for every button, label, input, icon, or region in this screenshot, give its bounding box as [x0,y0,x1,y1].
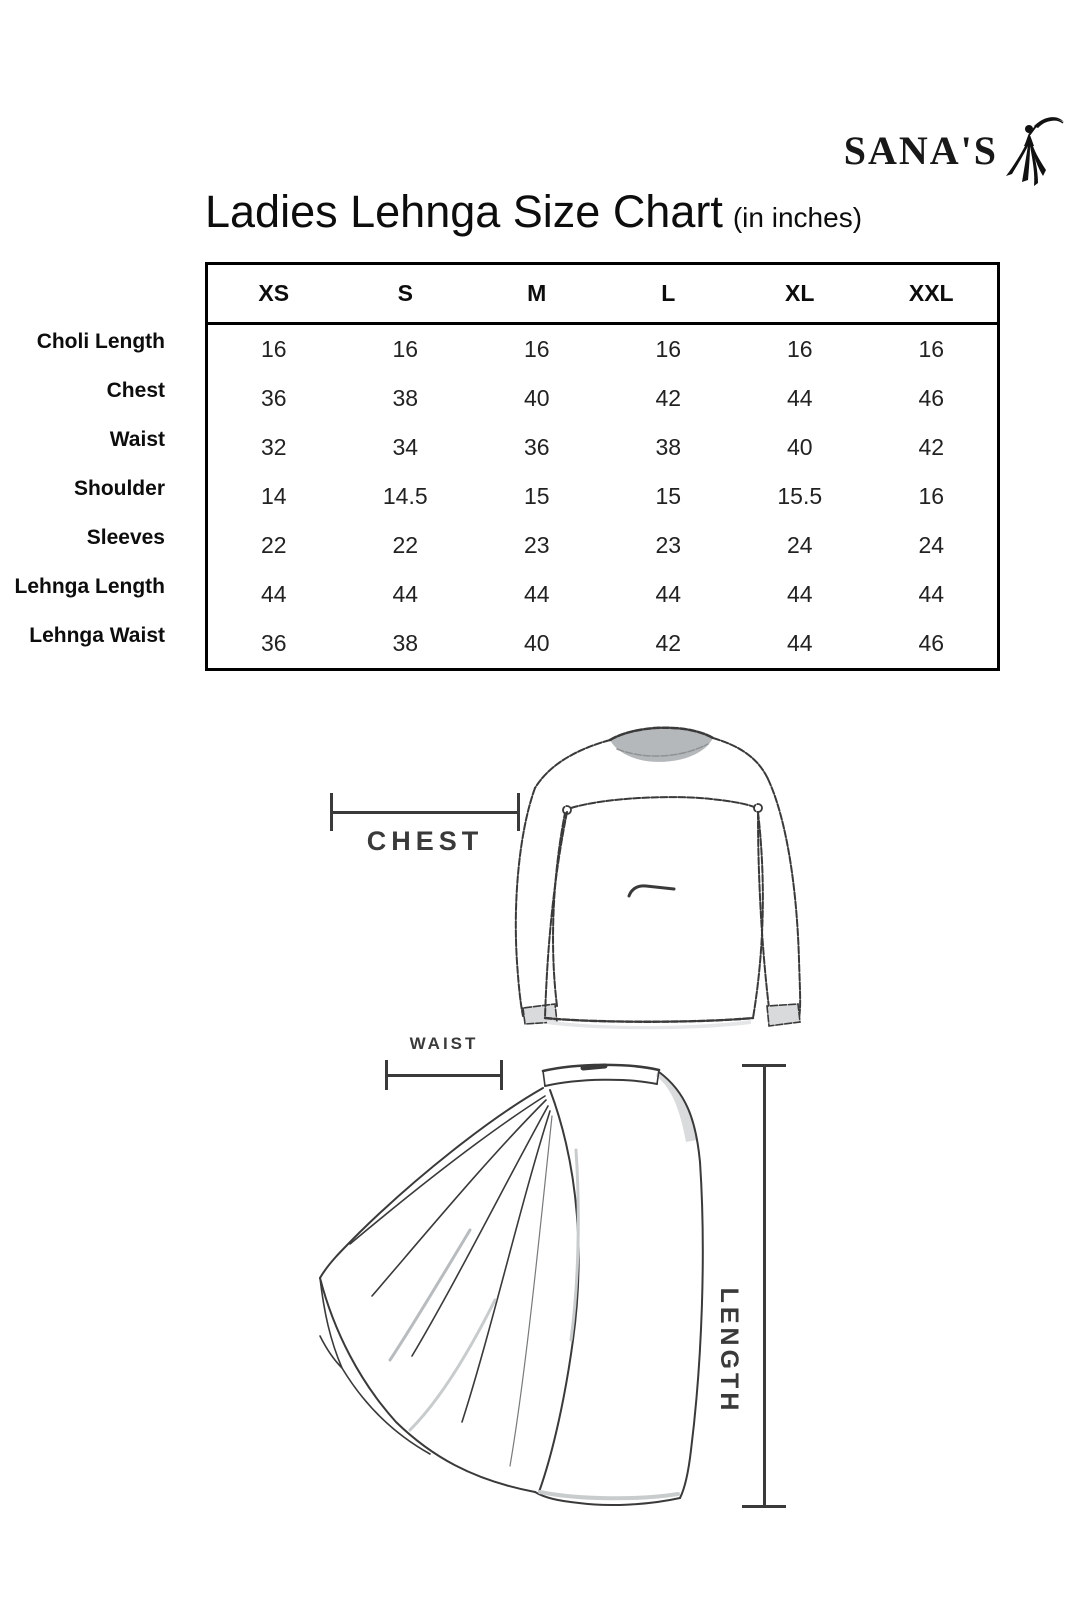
brand-name: SANA'S [843,128,998,173]
cell: 44 [523,581,550,607]
table-row-shoulder [208,472,997,521]
cell: 40 [523,630,550,656]
cell: 14 [260,483,287,509]
cell: 36 [523,434,550,460]
page-title-text: Ladies Lehnga Size Chart [205,186,723,237]
cell: 23 [523,532,550,558]
cell: 16 [786,336,813,362]
table-row-chest [208,374,997,423]
cell: 16 [260,336,287,362]
cell: 16 [918,336,945,362]
row-label-lehnga-length: Lehnga Length [14,574,165,598]
cell: 34 [392,434,419,460]
cell: 42 [655,385,682,411]
cell: 46 [918,385,945,411]
cell: 40 [786,434,813,460]
table-row-sleeves [208,521,997,570]
size-table-box [205,262,1000,671]
cell: 42 [655,630,682,656]
table-row-waist [208,423,997,472]
size-chart-table [14,262,1000,671]
cell: 42 [918,434,945,460]
title-unit-note: (in inches) [732,202,863,233]
waist-measure-label: WAIST [409,1034,479,1053]
cell: 44 [260,581,287,607]
length-measure-tick-top [742,1064,786,1067]
cell: 44 [786,630,813,656]
col-header-m: M [527,280,547,306]
cell: 22 [260,532,287,558]
row-label-lehnga-waist: Lehnga Waist [29,623,165,647]
cell: 36 [260,630,287,656]
length-measure-tick-bottom [742,1505,786,1508]
cell: 32 [260,434,287,460]
cell: 38 [392,385,419,411]
col-header-xl: XL [785,280,815,306]
col-header-s: S [397,280,413,306]
cell: 36 [260,385,287,411]
cell: 38 [392,630,419,656]
table-row-choli-length [208,325,997,374]
cell: 44 [392,581,419,607]
cell: 16 [655,336,682,362]
cell: 24 [786,532,813,558]
chest-measure-label: CHEST [366,826,484,856]
cell: 14.5 [382,483,428,509]
cell: 44 [786,581,813,607]
col-header-xs: XS [258,280,290,306]
cell: 40 [523,385,550,411]
length-measure-label: LENGTH [715,1287,743,1415]
cell: 15 [655,483,682,509]
choli-sketch [495,700,805,1035]
cell: 16 [392,336,419,362]
cell: 15 [523,483,550,509]
chest-measure-line [330,811,520,814]
row-label-shoulder: Shoulder [73,476,165,500]
dancing-woman-icon [1000,112,1066,190]
cell: 15.5 [777,483,823,509]
row-label-waist: Waist [109,427,165,451]
page-title [205,186,862,238]
cell: 38 [655,434,682,460]
cell: 24 [918,532,945,558]
cell: 16 [918,483,945,509]
col-header-xxl: XXL [908,280,954,306]
row-label-column [14,262,205,671]
row-label-choli-length: Choli Length [36,329,165,353]
col-header-l: L [661,280,676,306]
table-row-lehnga-length [208,570,997,619]
cell: 44 [655,581,682,607]
cell: 22 [392,532,419,558]
cell: 23 [655,532,682,558]
length-measure-line [763,1065,766,1508]
lehnga-skirt-sketch [290,1030,710,1515]
row-label-sleeves: Sleeves [86,525,165,549]
table-row-lehnga-waist [208,619,997,668]
cell: 44 [918,581,945,607]
cell: 44 [786,385,813,411]
cell: 46 [918,630,945,656]
size-table-header [208,265,997,325]
row-label-chest: Chest [106,378,165,402]
brand-logo [844,112,1066,190]
cell: 16 [523,336,550,362]
